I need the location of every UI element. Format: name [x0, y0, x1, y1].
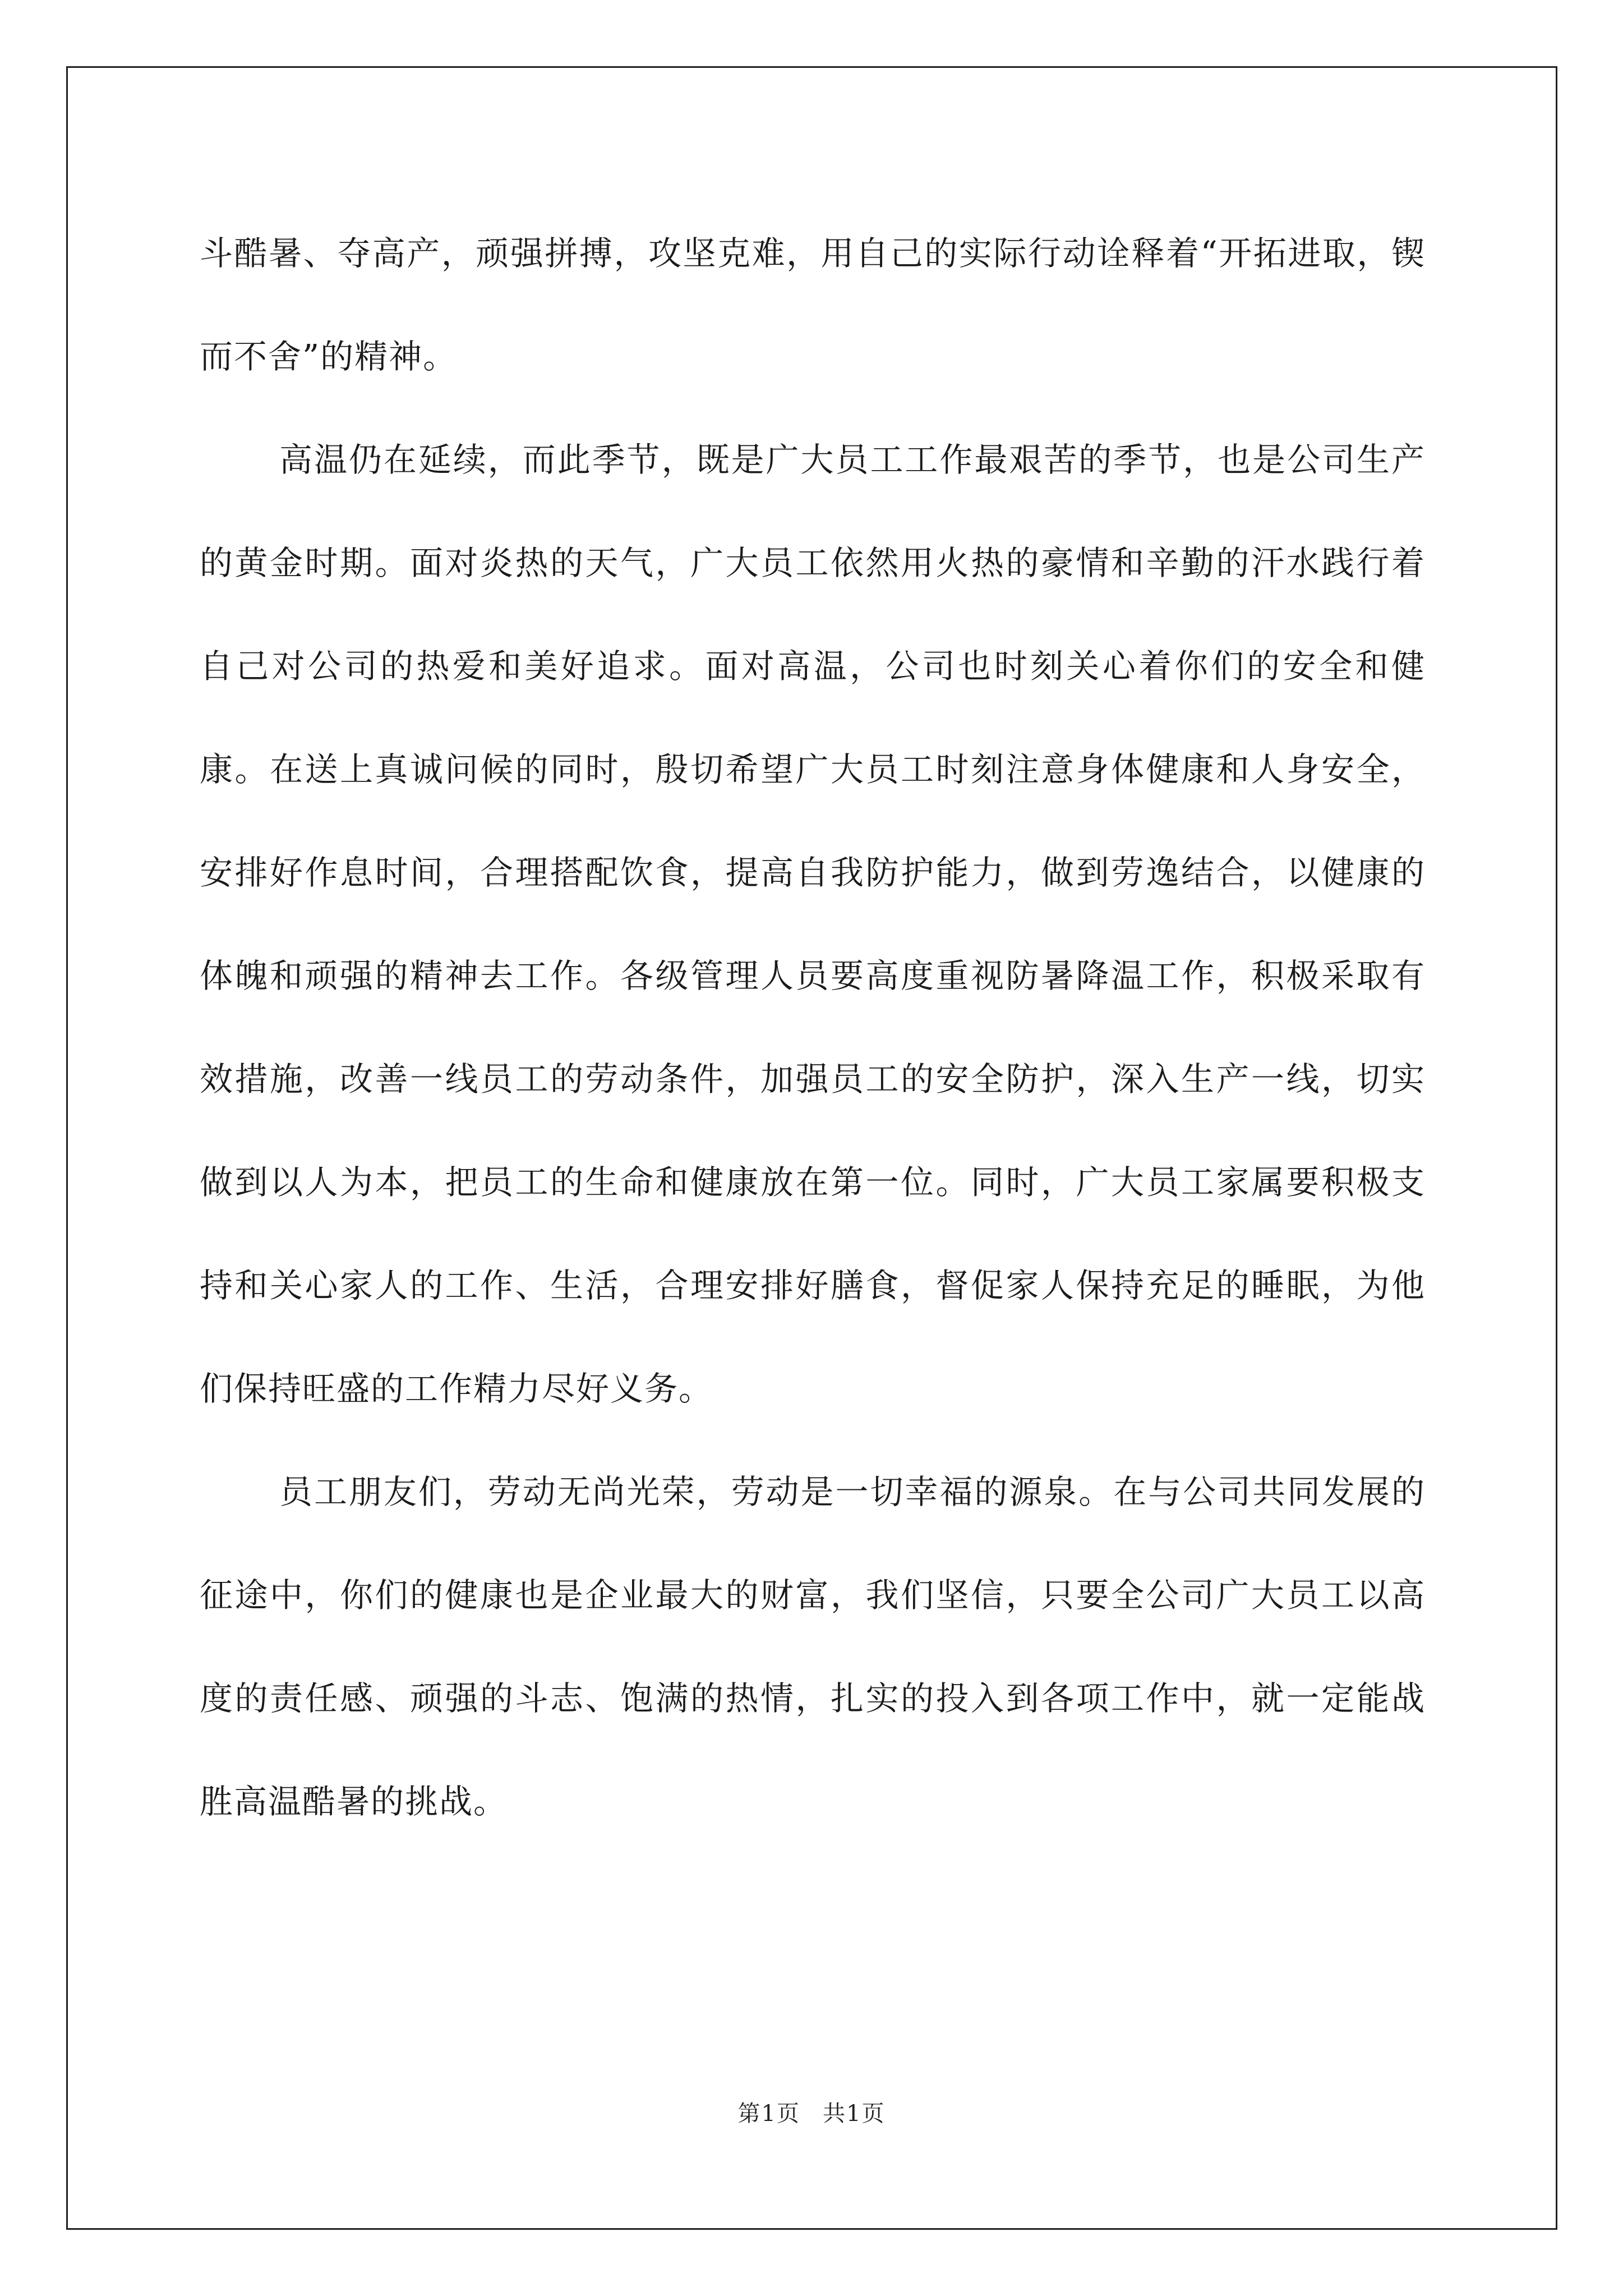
- paragraph-3: 员工朋友们，劳动无尚光荣，劳动是一切幸福的源泉。在与公司共同发展的征途中，你们的健康也是企业最大的财富，我们坚信，只要全公司广大员工以高度的责任感、顽强的斗志、饱满的热情，扎实的投入到各项工作中，就一定能战胜高温酷暑的挑战。: [200, 1473, 1426, 1821]
- paragraph-1: 斗酷暑、夺高产，顽强拼搏，攻坚克难，用自己的实际行动诠释着“开拓进取，锲而不舍”的精神。: [200, 234, 1426, 376]
- current-page-number: 第1页: [737, 2101, 800, 2127]
- document-body: [200, 202, 1426, 1853]
- paragraph-2: 高温仍在延续，而此季节，既是广大员工工作最艰苦的季节，也是公司生产的黄金时期。面对炎热的天气，广大员工依然用火热的豪情和辛勤的汗水践行着自己对公司的热爱和美好追求。面对高温，公司也时刻关心着你们的安全和健康。在送上真诚问候的同时，殷切希望广大员工时刻注意身体健康和人身安全，安排好作息时间，合理搭配饮食，提高自我防护能力，做到劳逸结合，以健康的体魄和顽强的精神去工作。各级管理人员要高度重视防暑降温工作，积极采取有效措施，改善一线员工的劳动条件，加强员工的安全防护，深入生产一线，切实做到以人为本，把员工的生命和健康放在第一位。同时，广大员工家属要积极支持和关心家人的工作、生活，合理安排好膳食，督促家人保持充足的睡眠，为他们保持旺盛的工作精力尽好义务。: [200, 440, 1426, 1408]
- total-page-count: 共1页: [823, 2101, 886, 2127]
- page-footer: [0, 2097, 1623, 2131]
